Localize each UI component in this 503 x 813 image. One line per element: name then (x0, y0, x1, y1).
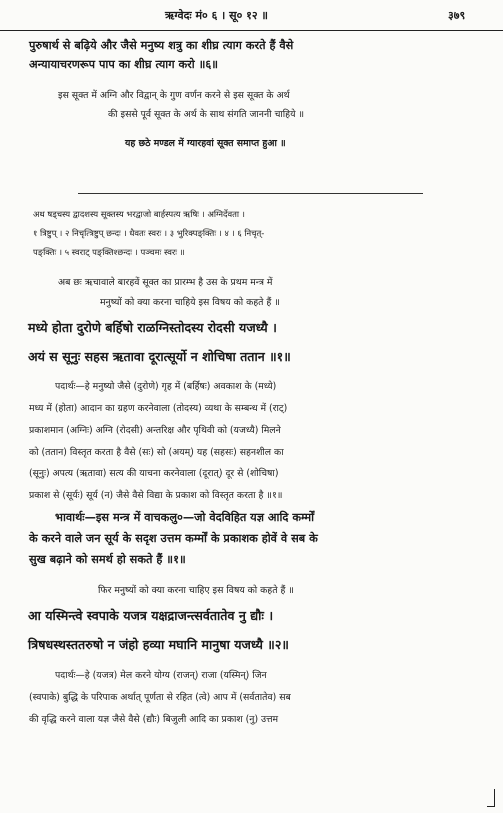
text-line: के करने वाले जन सूर्य के सदृश उत्तम कर्म्मों के प्रकाशक होवें वे सब के (29, 532, 318, 545)
section-divider (78, 193, 423, 194)
text-line: मनुष्यों को क्या करना चाहिये इस विषय को कहते हैं ॥ (100, 297, 280, 308)
text-line: प्रकाश से (सूर्यः) सूर्य (न) जैसे वैसे विद्या के प्रकाश को विस्तृत करता है ॥१॥ (29, 490, 283, 501)
crop-mark (494, 789, 495, 807)
text-line: अथ षड्चस्य द्वादशस्य सूक्तस्य भरद्वाजो बार्हस्पत्य ऋषिः । अग्निर्देवता । (33, 209, 245, 219)
text-line: की वृद्धि करने वाला यज्ञ जैसे वैसे (द्यौः) बिजुली आदि का प्रकाश (नु) उत्तम (29, 714, 279, 725)
text-line: पदार्थः—हे मनुष्यो जैसे (दुरोणे) गृह में (बर्हिषः) अवकाश के (मध्ये) (55, 381, 277, 392)
text-line: को (ततान) विस्तृत करता है वैसे (सः) सो (अयम्) यह (सहसः) सहनशील का (29, 447, 284, 458)
text-line: पङ्क्तिः । ५ स्वराट् पङ्क्तिश्छन्दः । पञ्चमः स्वरः ॥ (33, 247, 185, 257)
running-header: ऋग्वेदः मं० ६ । सू० १२ ॥ (165, 9, 269, 22)
text-line: (सूनुः) अपत्य (ऋतावा) सत्य की याचना करनेवाला (दूरात्) दूर से (शोचिषा) (29, 468, 279, 479)
text-line: (स्वपाके) बुद्धि के परिपाक अर्थात् पूर्णता से रहित (त्वे) आप में (सर्वतातेव) सब (29, 692, 291, 703)
crop-mark (487, 806, 495, 807)
text-line: सुख बढ़ाने को समर्थ हो सकते हैं ॥१॥ (29, 553, 186, 566)
text-line: अन्यायाचरणरूप पाप का शीघ्र त्याग करो ॥६॥ (29, 58, 219, 71)
text-line: पदार्थः—हे (यजत्र) मेल करने योग्य (राजन्) राजा (यस्मिन्) जिन (55, 670, 267, 681)
text-line: मध्य में (होता) आदान का ग्रहण करनेवाला (तोदस्य) व्यथा के सम्बन्ध में (राट्) (29, 403, 288, 414)
page-number: ३७९ (448, 9, 466, 22)
text-line: की इससे पूर्व सूक्त के अर्थ के साथ संगति जाननी चाहिये ॥ (108, 109, 305, 120)
text-line: प्रकाशमान (अग्निः) अग्नि (रोदसी) अन्तरिक्ष और पृथिवी को (यजध्यै) मिलने (29, 425, 281, 436)
mantra-line: अयं स सूनुः सहस ऋतावा दूरात्सूर्यो न शोचिषा ततान ॥१॥ (28, 349, 291, 364)
text-line: फिर मनुष्यों को क्या करना चाहिए इस विषय को कहते हैं ॥ (98, 585, 294, 596)
text-line: १ त्रिष्टुप् । २ निचृत्त्रिष्टुप् छन्दः । धैवतः स्वरः । ३ भुरिक्पङ्क्तिः । ४ । ६ निचृत्- (33, 228, 265, 238)
header-rule (0, 30, 503, 31)
mantra-line: आ यस्मिन्त्वे स्वपाके यजत्र यक्षद्राजन्त्सर्वतातेव नु द्यौः । (28, 608, 274, 623)
mantra-line: मध्ये होता दुरोणे बर्हिषो राळग्निस्तोदस्य रोदसी यजध्यै । (28, 320, 277, 335)
text-line: भावार्थः—इस मन्त्र में वाचकलु०—जो वेदविहित यज्ञ आदि कर्म्मों (55, 511, 315, 524)
sukta-end-note: यह छठे मण्डल में ग्यारहवां सूक्त समाप्त हुआ ॥ (125, 138, 286, 149)
text-line: अब छः ऋचावाले बारहवें सूक्त का प्रारम्भ है उस के प्रथम मन्त्र में (58, 277, 273, 288)
text-line: इस सूक्त में अग्नि और विद्वान् के गुण वर्णन करने से इस सूक्त के अर्थ (58, 90, 290, 101)
mantra-line: त्रिषधस्थस्ततरुषो न जंहो हव्या मघानि मानुषा यजध्यै ॥२॥ (28, 637, 289, 652)
text-line: पुरुषार्थ से बढ़िये और जैसे मनुष्य शत्रु का शीघ्र त्याग करते हैं वैसे (29, 39, 294, 52)
